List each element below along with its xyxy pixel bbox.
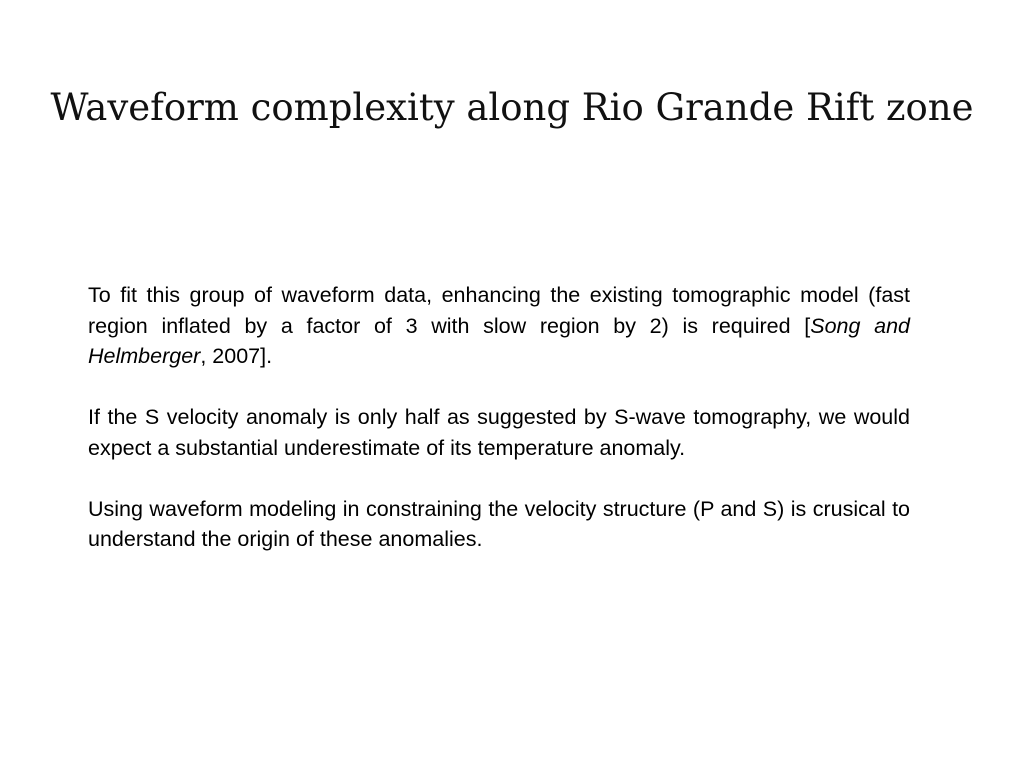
- slide-body: [88, 280, 910, 555]
- slide-title: Waveform complexity along Rio Grande Rift zone: [50, 86, 974, 129]
- paragraph-waveform-modeling: Using waveform modeling in constraining the velocity structure (P and S) is crusical to understand the origin of these anomalies.: [88, 496, 910, 551]
- paragraph-text-before-citation: To fit this group of waveform data, enhancing the existing tomographic model (fast region inflated by a factor of 3 with slow region by 2) is required [: [88, 283, 910, 338]
- citation-authors: Song and Helmberger: [88, 313, 911, 368]
- paragraph-text-after-citation: , 2007].: [200, 344, 273, 368]
- paragraph-tomographic-model: [88, 280, 910, 372]
- paragraph-s-velocity-anomaly: If the S velocity anomaly is only half as suggested by S-wave tomography, we would expect a substantial underestimate of its temperature anomaly.: [88, 405, 910, 460]
